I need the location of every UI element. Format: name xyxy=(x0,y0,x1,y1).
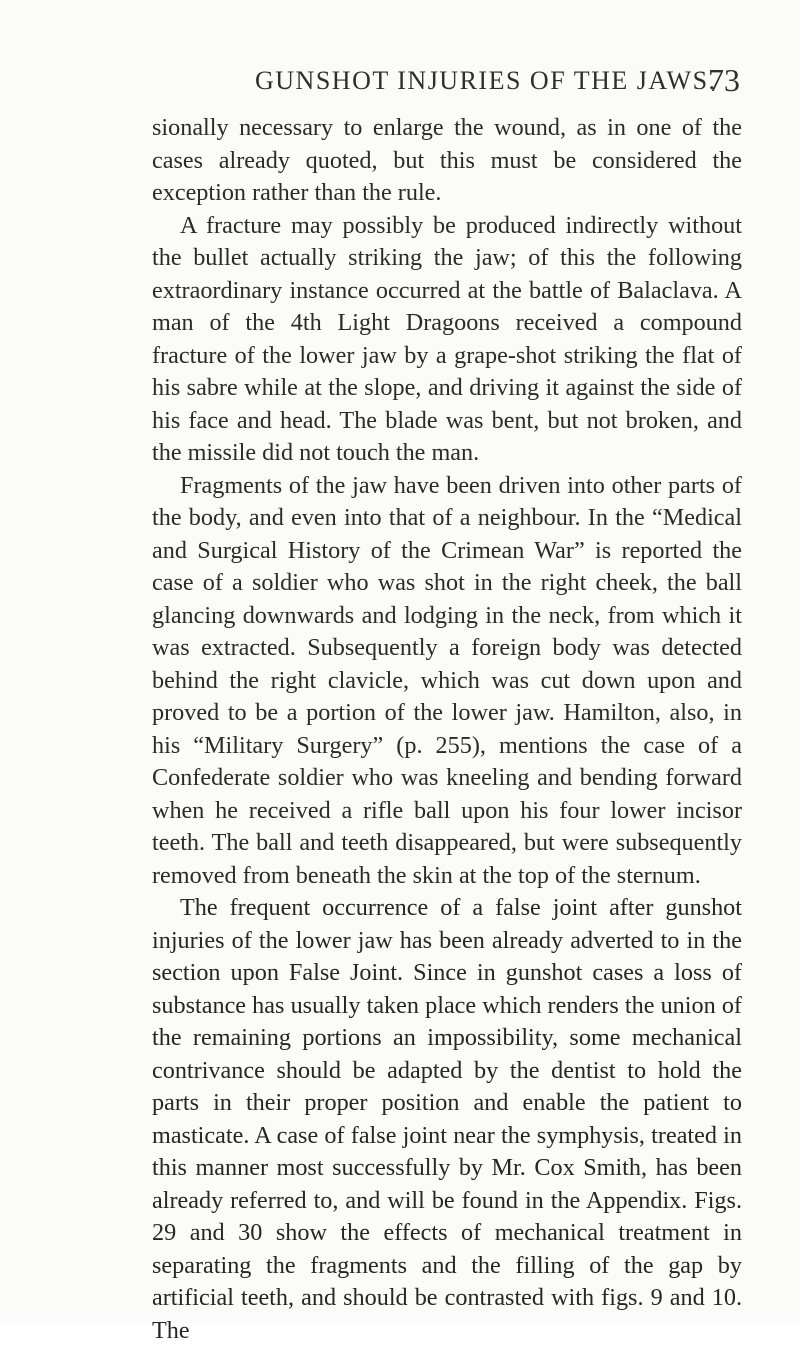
paragraph-continuation: sionally necessary to enlarge the wound, as in one of the cases already quoted, but this must be considered the exception rather than the rule. xyxy=(152,114,742,206)
body-text xyxy=(152,112,742,1347)
page-number: 73 xyxy=(708,62,740,98)
running-head xyxy=(150,62,740,102)
paragraph-fragments: Fragments of the jaw have been driven into other parts of the body, and even into that of a neighbour. In the “Medical and Surgical History of the Crimean War” is reported the case of a soldier who was shot in the right cheek, the ball glancing downwards and lodging in the neck, from which it was extracted. Subsequently a foreign body was detected behind the right clavicle, which was cut down upon and proved to be a portion of the lower jaw. Hamilton, also, in his “Military Surgery” (p. 255), mentions the case of a Confederate soldier who was kneeling and bending forward when he received a rifle ball upon his four lower incisor teeth. The ball and teeth disappeared, but were subsequently removed from beneath the skin at the top of the sternum. xyxy=(152,471,742,889)
running-title: GUNSHOT INJURIES OF THE JAWS. xyxy=(255,66,717,95)
paragraph-false-joint: The frequent occurrence of a false joint after gunshot injuries of the lower jaw has been already adverted to in the section upon False Joint. Since in gunshot cases a loss of substance has usually taken place which renders the union of the remaining portions an impossibility, some mechanical contrivance should be adapted by the dentist to hold the parts in their proper position and enable the patient to masticate. A case of false joint near the symphysis, treated in this manner most successfully by Mr. Cox Smith, has been already referred to, and will be found in the Appendix. Figs. 29 and 30 show the effects of mechanical treatment in separating the fragments and the filling of the gap by artificial teeth, and should be contrasted with figs. 9 and 10. The xyxy=(152,894,742,1344)
paragraph-balaclava: A fracture may possibly be produced indirectly without the bullet actually striking the jaw; of this the following extraordinary instance occurred at the battle of Balaclava. A man of the 4th Light Dragoons received a compound fracture of the lower jaw by a grape-shot striking the flat of his sabre while at the slope, and driving it against the side of his face and head. The blade was bent, but not broken, and the missile did not touch the man. xyxy=(152,211,742,466)
